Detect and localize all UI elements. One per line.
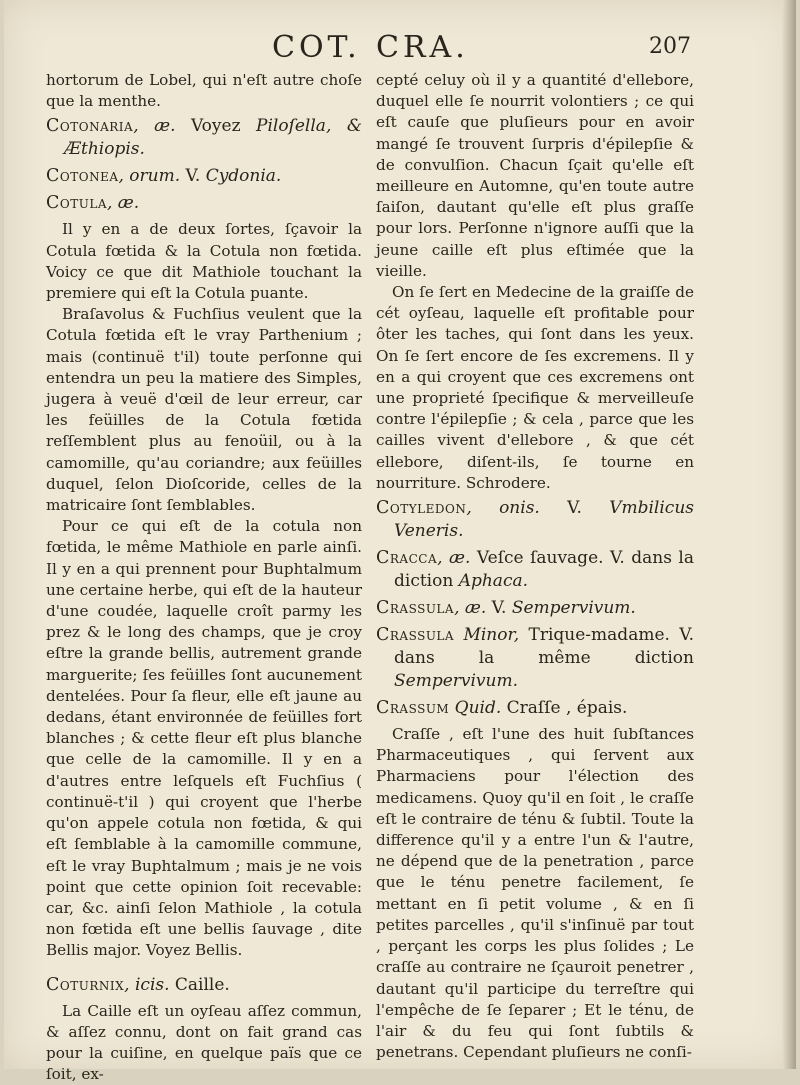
continued-paragraph: hortorum de Lobel, qui n'eſt autre choſe que la menthe. (46, 71, 362, 111)
gloss: Trique-madame. V. dans la même diction (394, 625, 694, 669)
paragraph: Braſavolus & Fuchſius veulent que la Cotula fœtida eſt le vray Parthenium ; mais (continuë t'il) toute perſonne qui entendra un peu la matiere des Simples, jugera à veuë d'œil de leur erreur, car les feüilles de la Cotula fœtida reſſemblent plus au fenoüil, ou à la camomille, qu'au coriandre; aux feüilles duquel, ſelon Dioſcoride, celles de la matricaire ſont ſemblables. (46, 305, 362, 515)
cross-reference: Piloſella, & Æthiopis. (64, 116, 362, 160)
cross-reference: Sempervivum. (511, 598, 636, 619)
cross-reference: Sempervivum. (394, 671, 519, 692)
running-head-right: CRA. (376, 30, 469, 65)
gloss: V. (180, 166, 206, 187)
paragraph: On ſe ſert en Medecine de la graiſſe de cét oyſeau, laquelle eſt profitable pour ôter les taches, qui ſont dans les yeux. On ſe ſert encore de ſes excremens. Il y en a qui croyent que ces excremens ont une proprieté ſpecifique & merveilleuſe contre l'épilepſie ; & cela , parce que les cailles vivent d'ellebore , & que cét ellebore, diſent-ils, ſe tourne en nourriture. Schrodere. (376, 283, 694, 492)
gloss: Voyez (175, 116, 257, 137)
headword: Cotonaria (46, 116, 134, 137)
headword: Crassula (376, 598, 455, 619)
gloss: V. (539, 498, 610, 519)
entry-crassula-minor (376, 624, 694, 693)
genitive: , æ. (437, 548, 471, 569)
gloss: Caille. (169, 974, 230, 995)
paragraph: Il y en a de deux ſortes, ſçavoir la Cotula fœtida & la Cotula non fœtida. Voicy ce que dit Mathiole touchant la premiere qui eſt la Cotula puante. (46, 220, 362, 303)
running-head-left: COT. (272, 30, 361, 65)
paragraph: Craſſe , eſt l'une des huit ſubſtances Pharmaceutiques , qui ſervent aux Pharmaciens pour l'élection des medicamens. Quoy qu'il en ſoit , le craſſe eſt le contraire de ténu & ſubtil. Toute la difference qu'il y a entre l'un & l'autre, ne dépend que de la penetration , parce que le ténu penetre facilement, ſe mettant en ſi petit volume , & en ſi petites parcelles , qu'il s'inſinuë par tout , perçant les corps les plus ſolides ; Le craſſe au contraire ne ſçauroit penetrer , dautant qu'il participe du terreſtre qui l'empêche de ſe ſeparer ; Et le ténu, de l'air & du feu qui ſont ſubtils & penetrans. Cependant pluſieurs ne conſi- (376, 725, 694, 1062)
cross-reference: Vmbilicus Veneris. (394, 498, 694, 542)
page-gutter (782, 0, 796, 1069)
headword: Crassula (376, 625, 455, 646)
cross-reference: Cydonia. (205, 166, 282, 187)
continued-paragraph: cepté celuy où il y a quantité d'ellebore, duquel elle ſe nourrit volontiers ; ce qui eſt cauſe que pluſieurs pour en avoir mangé ſe trouvent ſurpris d'épilepſie & de convulſion. Chacun ſçait qu'elle eſt meilleure en Automne, qu'en toute autre ſaiſon, dautant qu'elle eſt plus graſſe pour lors. Perſonne n'ignore auſſi que la jeune caille eſt plus eſtimée que la vieille. (376, 71, 694, 280)
entry-cotula (46, 192, 362, 215)
headword: Coturnix (46, 974, 125, 995)
book-page (4, 0, 796, 1084)
running-head (4, 30, 796, 70)
genitive: , æ. (106, 193, 140, 214)
paragraph: Pour ce qui eſt de la cotula non fœtida, le même Mathiole en parle ainſi. Il y en a qui prennent pour Buphtalmum une certaine herbe, qui eſt de la hauteur d'une coudée, laquelle croît parmy les prez & le long des champs, que je croy eſtre la grande bellis, autrement grande marguerite; ſes feüilles ſont aucunement dentelées. Pour ſa fleur, elle eſt jaune au dedans, étant environnée de feüilles fort blanches ; & cette fleur eſt plus blanche que celle de la camomille. Il y en a d'autres entre leſquels eſt Fuchſius ( continuë-t'il ) qui croyent que l'herbe qu'on appele cotula non fœtida, & qui eſt ſemblable à la camomille commune, eſt le vray Buphtalmum ; mais je ne vois point que cette opinion ſoit recevable: car, &c. ainſi ſelon Mathiole , la cotula non fœtida eſt une bellis ſauvage , dite Bellis major. Voyez Bellis. (46, 517, 362, 960)
left-column (46, 70, 362, 1085)
entry-crassula (376, 597, 694, 620)
headword: Cotyledon (376, 498, 467, 519)
entry-cracca (376, 547, 694, 593)
headword: Crassum (376, 698, 450, 719)
paragraph: La Caille eſt un oyſeau aſſez commun, & aſſez connu, dont on fait grand cas pour la cuiſine, en quelque païs que ce ſoit, ex- (46, 1001, 362, 1084)
gloss: V. (486, 598, 512, 619)
entry-crassum (376, 697, 694, 720)
headword: Cotula (46, 193, 107, 214)
genitive: , æ. (454, 598, 487, 619)
entry-cotonea (46, 165, 362, 188)
genitive: , icis. (124, 974, 170, 995)
genitive: , orum. (118, 166, 181, 187)
headword: Cracca (376, 548, 438, 569)
genitive: , æ. (133, 116, 176, 137)
headword: Cotonea (46, 166, 119, 187)
cross-reference: Aphaca. (458, 571, 529, 592)
genitive: , onis. (466, 498, 540, 519)
page-number: 207 (649, 34, 691, 59)
genitive: Minor, (454, 625, 520, 646)
entry-cotonaria (46, 115, 362, 161)
genitive: Quid. (449, 698, 502, 719)
entry-cotyledon (376, 497, 694, 543)
gloss: Veſce ſauvage. V. dans la diction (394, 548, 694, 592)
right-column (376, 70, 694, 1063)
gloss: Craſſe , épais. (501, 698, 628, 719)
entry-coturnix (46, 974, 362, 997)
